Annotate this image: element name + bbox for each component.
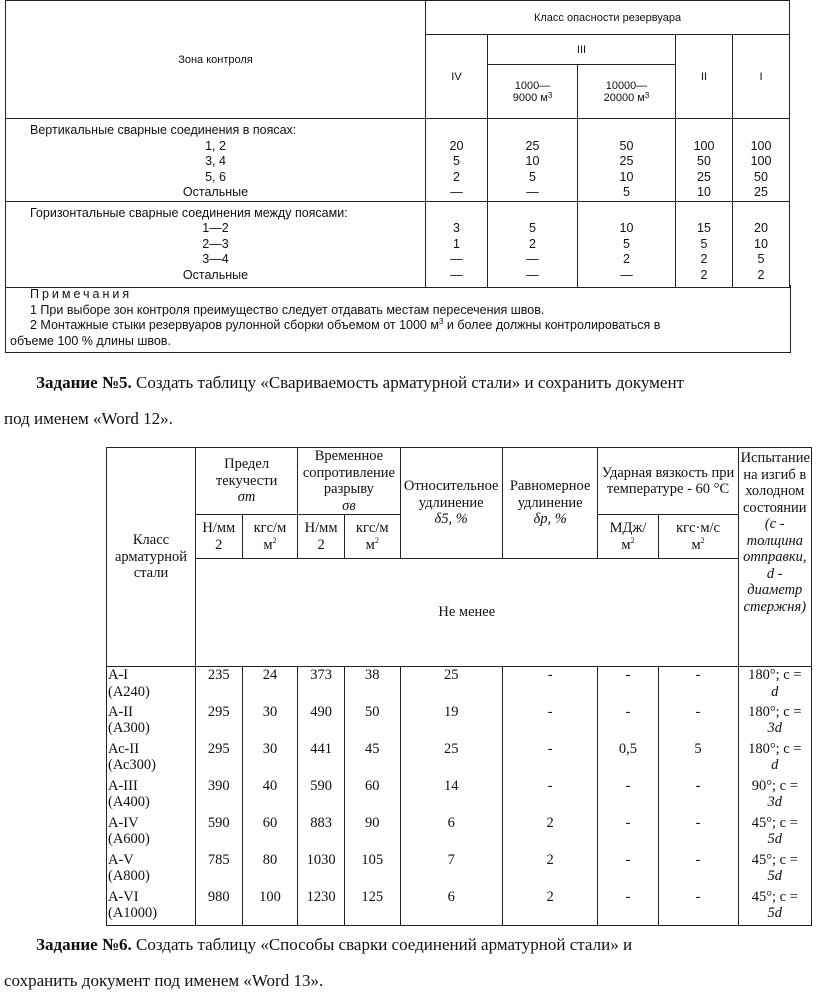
col-i [733, 119, 790, 202]
unit-text: кгс/м [355, 520, 389, 536]
cell: 7 [400, 852, 502, 889]
cell: - [502, 704, 598, 741]
volume-1-unit: 9000 м [512, 91, 548, 104]
cell-class [107, 815, 196, 852]
class-code-alt: (А600) [108, 831, 150, 847]
cell: 1030 [298, 852, 345, 889]
class-code-alt: (А300) [108, 720, 150, 736]
yield-symbol: σт [237, 489, 256, 506]
note-1: 1 При выборе зон контроля преимущество следует отдавать местам пересечения швов. [30, 302, 545, 317]
header-yield-label: Предел текучести [215, 456, 278, 489]
header-elongation-label: Относительное удлинение [403, 478, 499, 511]
row-label: 1—2 [202, 221, 229, 235]
tensile-symbol: σв [342, 497, 356, 514]
cell: - [658, 852, 738, 889]
cell-bend [738, 852, 811, 889]
cell: 14 [400, 778, 502, 815]
bend-diameter: d [771, 683, 779, 700]
row-label: 1, 2 [205, 138, 226, 153]
cell: 5 [700, 236, 708, 251]
cell: 6 [400, 815, 502, 852]
bend-angle: 180°; с = [748, 703, 802, 720]
header-zone: Зона контроля [6, 1, 426, 119]
row-label: Остальные [182, 185, 249, 199]
cell: 2 [502, 815, 598, 852]
unit-text: м [263, 536, 273, 553]
unit-text: Н/мм [304, 520, 338, 536]
task5-line2: под именем «Word 12». [4, 409, 173, 428]
bend-angle: 180°; с = [748, 667, 802, 683]
section-title: Вертикальные сварные соединения в поясах: [30, 123, 297, 137]
header-yield [195, 448, 297, 515]
unit-text: м [621, 536, 631, 553]
cell: 5 [529, 169, 536, 184]
cell: — [450, 185, 463, 199]
note-2-text: и более должны контролироваться в [443, 318, 661, 332]
header-class [107, 448, 196, 667]
table-row [107, 815, 812, 852]
cell: 10 [619, 169, 634, 184]
cell-bend [738, 704, 811, 741]
cell: 490 [298, 704, 345, 741]
cell: 5 [529, 221, 536, 235]
bend-diameter: 3d [767, 794, 783, 810]
col-ii [676, 119, 733, 202]
task6-heading: Задание №6. [36, 935, 132, 954]
cell-class [107, 667, 196, 704]
inspection-table [5, 0, 789, 288]
cell-bend [738, 667, 811, 704]
cell: 25 [754, 185, 768, 199]
header-class-i: I [733, 35, 790, 119]
cell: 2 [700, 267, 708, 282]
unit-kgsm [658, 515, 738, 559]
cell: 90 [344, 815, 400, 852]
class-code: А-IV [108, 814, 139, 831]
cell: 100 [750, 154, 772, 168]
cell: - [598, 815, 658, 852]
header-uniform-label: Равномерное удлинение [509, 478, 591, 511]
cube-superscript: 3 [438, 317, 444, 326]
cell: 5 [623, 185, 630, 199]
task6-line1 [36, 930, 812, 960]
cell: 883 [298, 815, 345, 852]
cell: 785 [195, 852, 242, 889]
col-iii-b [578, 201, 676, 287]
header-class-title: Класс опасности резервуара [426, 1, 790, 35]
cell: 10 [619, 221, 634, 235]
unit-text: кгс/м [253, 520, 287, 536]
cell: 441 [298, 741, 345, 778]
cell: 30 [242, 704, 298, 741]
cell: - [658, 667, 738, 704]
bend-angle: 180°; с = [748, 740, 802, 757]
cell: 40 [242, 778, 298, 815]
row-label: 2—3 [202, 236, 229, 251]
bend-diameter: 5d [767, 905, 783, 921]
cell: 50 [754, 169, 768, 184]
cell: - [502, 667, 598, 704]
header-uniform [502, 448, 598, 559]
cell: - [502, 778, 598, 815]
table-row [107, 852, 812, 889]
header-tensile [298, 448, 400, 515]
class-code-alt: (А400) [108, 794, 150, 810]
cell: - [598, 704, 658, 741]
cell: - [658, 815, 738, 852]
cell: 38 [344, 667, 400, 704]
class-code: Ас-II [108, 740, 140, 757]
cell: 2 [757, 267, 765, 282]
cell: 100 [750, 138, 772, 153]
cell: 25 [400, 667, 502, 704]
cell: 25 [697, 169, 711, 184]
header-class-ii: II [676, 35, 733, 119]
task5-heading: Задание №5. [36, 373, 132, 392]
cell-class [107, 778, 196, 815]
cell: — [526, 267, 539, 282]
cell: 295 [195, 741, 242, 778]
cell: 235 [195, 667, 242, 704]
cell: 6 [400, 889, 502, 926]
header-bend [738, 448, 811, 667]
unit-mdj [598, 515, 658, 559]
unit-sq: 2 [317, 536, 325, 553]
bend-angle: 45°; с = [751, 851, 798, 868]
cell: 10 [525, 154, 540, 168]
cell: 2 [529, 236, 536, 251]
cell-bend [738, 778, 811, 815]
bend-diameter: d [771, 757, 779, 773]
inspection-table-grid [5, 0, 790, 288]
cell: 390 [195, 778, 242, 815]
cell-class [107, 741, 196, 778]
cell: 2 [502, 852, 598, 889]
not-less-label: Не менее [438, 604, 496, 621]
bend-angle: 90°; с = [751, 777, 798, 794]
header-tensile-label: Временное сопротивление разрыву [302, 448, 395, 497]
bend-note: (с - толщина отправки, d - диаметр стержня) [743, 516, 807, 615]
header-class-label: Класс арматурной стали [114, 532, 187, 582]
cell: - [658, 704, 738, 741]
table-row [107, 704, 812, 741]
cell-class [107, 889, 196, 926]
header-impact [598, 448, 738, 515]
cell: 50 [619, 138, 634, 153]
class-code: А-VI [108, 888, 139, 905]
cell: 15 [697, 221, 711, 235]
not-less-row [195, 559, 738, 667]
header-elongation [400, 448, 502, 559]
cell: 125 [344, 889, 400, 926]
cell: - [658, 778, 738, 815]
notes-title: Примечания [30, 287, 133, 301]
volume-2-range: 10000— [605, 79, 648, 92]
cell: 10 [697, 185, 711, 199]
row-label: Остальные [182, 267, 249, 282]
class-code: А-III [108, 777, 138, 794]
unit-text: м [691, 536, 701, 553]
table-row [107, 667, 812, 704]
cube-superscript: 3 [644, 90, 650, 100]
col-iii-a [488, 119, 578, 202]
cell-bend [738, 741, 811, 778]
cell: 24 [242, 667, 298, 704]
cell: 30 [242, 741, 298, 778]
unit-kgs [344, 515, 400, 559]
cell: 100 [693, 138, 715, 153]
section-labels [6, 201, 426, 287]
cell: 2 [453, 169, 460, 184]
section-title: Горизонтальные сварные соединения между поясами: [30, 205, 348, 220]
col-i [733, 201, 790, 287]
class-code: А-I [108, 667, 129, 683]
unit-text: МДж/ [609, 520, 647, 536]
section-horizontal [6, 201, 790, 287]
cell: 45 [344, 741, 400, 778]
unit-nmm [195, 515, 242, 559]
unit-text: Н/мм [202, 520, 236, 536]
cell: 100 [242, 889, 298, 926]
cell: - [658, 889, 738, 926]
cell: 1230 [298, 889, 345, 926]
unit-kgs [242, 515, 298, 559]
cell: 5 [757, 252, 765, 266]
cell: 2 [623, 252, 630, 266]
unit-nmm [298, 515, 345, 559]
volume-1-range: 1000— [514, 79, 551, 92]
cell: 20 [754, 221, 768, 235]
cell: — [450, 252, 463, 266]
section-vertical [6, 119, 790, 202]
task5-line1 [36, 368, 684, 398]
unit-text: кгс·м/с [676, 520, 720, 536]
bend-diameter: 5d [767, 831, 783, 847]
table-row [107, 741, 812, 778]
cell: 590 [298, 778, 345, 815]
cell: 1 [453, 236, 460, 251]
class-code-alt: (А800) [108, 868, 150, 884]
note-2 [10, 318, 786, 334]
unit-sq: 2 [630, 535, 635, 545]
cell: 25 [525, 138, 540, 153]
task6-text: Создать таблицу «Способы сварки соединений арматурной стали» и [131, 935, 633, 954]
rebar-table [106, 447, 812, 926]
table-row [107, 889, 812, 926]
cell: 5 [623, 236, 630, 251]
task6-line2: сохранить документ под именем «Word 13». [4, 971, 324, 990]
unit-sq: 2 [700, 535, 705, 545]
cell: - [598, 667, 658, 704]
cell: 80 [242, 852, 298, 889]
unit-text: м [365, 536, 375, 553]
bend-diameter: 3d [767, 720, 783, 736]
cell: 590 [195, 815, 242, 852]
cell: 3 [453, 221, 460, 235]
class-code-alt: (Ас300) [108, 757, 156, 773]
row-label: 3, 4 [205, 154, 226, 168]
cell: 50 [344, 704, 400, 741]
cell: 19 [400, 704, 502, 741]
cell: 295 [195, 704, 242, 741]
row-label: 3—4 [202, 252, 229, 266]
section-labels [6, 119, 426, 202]
cell: - [598, 778, 658, 815]
header-volume-1 [488, 65, 578, 119]
cell: — [526, 185, 539, 199]
cell: — [526, 252, 539, 266]
cell: 10 [754, 236, 768, 251]
header-class-iii: III [488, 35, 676, 65]
unit-sq: 2 [374, 535, 379, 545]
uniform-symbol: δр, % [533, 511, 567, 528]
unit-sq: 2 [215, 536, 223, 553]
cell: 25 [400, 741, 502, 778]
col-iii-b [578, 119, 676, 202]
cell: 5 [658, 741, 738, 778]
cube-superscript: 3 [547, 90, 553, 100]
header-impact-label: Ударная вязкость при температуре - 60 °С [601, 464, 735, 497]
note-2-continuation: объеме 100 % длины швов. [10, 333, 171, 348]
cell-class [107, 704, 196, 741]
task5-text: Создать таблицу «Свариваемость арматурной стали» и сохранить документ [131, 373, 684, 392]
class-code: А-II [108, 703, 133, 720]
elongation-symbol: δ5, % [434, 511, 468, 528]
cell: 0,5 [598, 741, 658, 778]
rebar-table-grid [106, 447, 812, 926]
cell: 60 [242, 815, 298, 852]
cell: 50 [697, 154, 711, 168]
note-2-text: 2 Монтажные стыки резервуаров рулонной сборки объемом от 1000 м [30, 318, 439, 332]
cell: 105 [344, 852, 400, 889]
header-class-iv: IV [426, 35, 488, 119]
class-code: А-V [108, 851, 134, 868]
col-iv [426, 201, 488, 287]
cell: 2 [502, 889, 598, 926]
cell: 2 [700, 252, 708, 266]
table-row [107, 778, 812, 815]
bend-angle: 45°; с = [751, 888, 798, 905]
volume-2-unit: 20000 м [603, 91, 645, 104]
cell: - [502, 741, 598, 778]
bend-angle: 45°; с = [751, 814, 798, 831]
cell: - [598, 889, 658, 926]
cell: 25 [619, 154, 634, 168]
cell: — [450, 267, 463, 282]
cell-bend [738, 815, 811, 852]
cell: - [598, 852, 658, 889]
cell-class [107, 852, 196, 889]
cell: 980 [195, 889, 242, 926]
bend-diameter: 5d [767, 868, 783, 884]
row-label: 5, 6 [205, 169, 226, 184]
col-iii-a [488, 201, 578, 287]
cell: 60 [344, 778, 400, 815]
col-iv [426, 119, 488, 202]
header-bend-label: Испытание на изгиб в холодном состоянии [740, 450, 810, 516]
cell: — [620, 267, 633, 282]
header-volume-2 [578, 65, 676, 119]
cell: 373 [298, 667, 345, 704]
cell: 5 [453, 154, 460, 168]
cell: 20 [449, 138, 464, 153]
class-code-alt: (А240) [108, 683, 150, 700]
cell-bend [738, 889, 811, 926]
col-ii [676, 201, 733, 287]
class-code-alt: (А1000) [108, 905, 158, 921]
table-notes [5, 285, 791, 353]
unit-sq: 2 [272, 535, 277, 545]
